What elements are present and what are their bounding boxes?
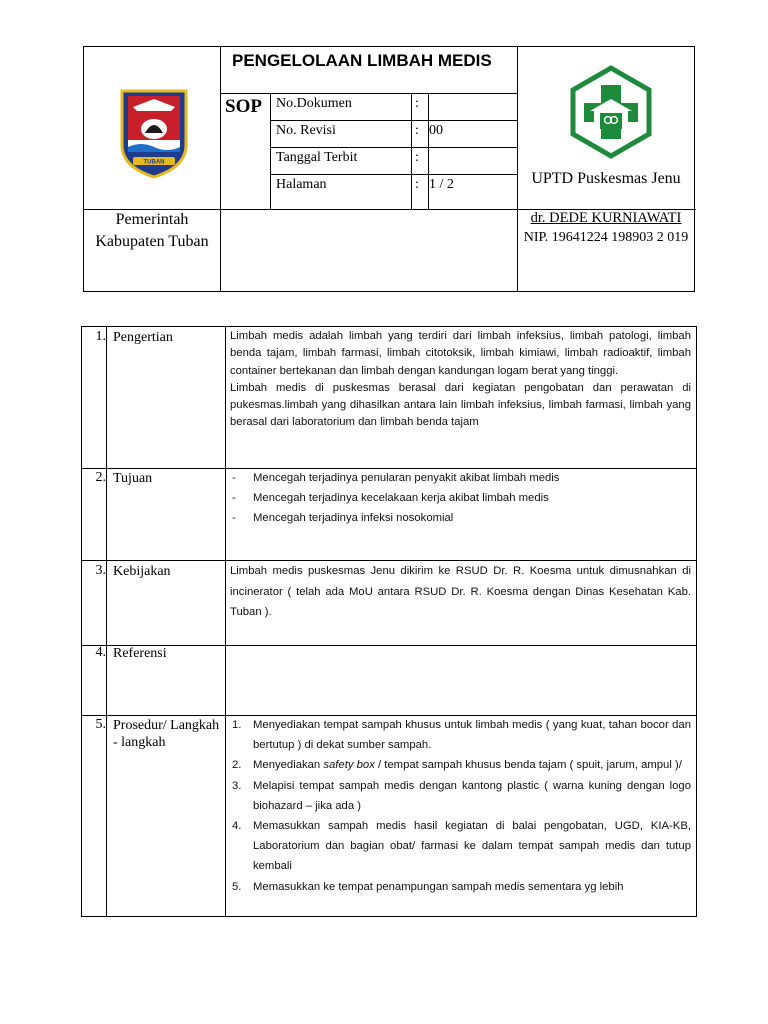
list-item: - Mencegah terjadinya infeksi nosokomial <box>230 508 691 528</box>
paragraph: Limbah medis di puskesmas berasal dari kegiatan pengobatan dan perawatan di pukesmas.limbah yang dihasilkan antara lain limbah infeksius, limbah farmasi, limbah yang berasal dari laboratorium dan limbah benda tajam <box>230 381 691 429</box>
issue-date-label: Tanggal Terbit <box>276 150 358 165</box>
section-number: 1. <box>95 329 106 344</box>
head-official-nip: NIP. 19641224 198903 2 019 <box>523 230 689 245</box>
procedure-step <box>230 816 691 877</box>
puskesmas-logo-icon <box>570 65 652 159</box>
step-text: Memasukkan ke tempat penampungan sampah medis sementara yg lebih <box>253 880 624 893</box>
page-label: Halaman <box>276 177 327 192</box>
section-number: 3. <box>95 563 106 578</box>
section-content-prosedur <box>230 715 691 917</box>
step-text: Memasukkan sampah medis hasil kegiatan di balai pengobatan, UGD, KIA-KB, Laboratorium dan bagian obat/ farmasi ke dalam tempat sampah medis dan tutup kembali <box>253 820 691 873</box>
document-title: PENGELOLAAN LIMBAH MEDIS <box>232 51 492 70</box>
emblem-text: TUBAN <box>143 159 165 166</box>
paragraph: Limbah medis puskesmas Jenu dikirim ke RSUD Dr. R. Koesma untuk dimusnahkan di incinerator ( telah ada MoU antara RSUD Dr. R. Koesma dengan Dinas Kesehatan Kab. Tuban ). <box>230 565 691 618</box>
step-number: 5. <box>232 880 242 893</box>
section-label-tujuan: Tujuan <box>113 471 153 486</box>
section-content-tujuan <box>230 468 691 528</box>
section-label-referensi: Referensi <box>113 646 167 661</box>
section-number: 2. <box>95 470 106 485</box>
list-item: - Mencegah terjadinya penularan penyakit akibat limbah medis <box>230 468 691 488</box>
section-label-pengertian: Pengertian <box>113 330 173 345</box>
issue-date-colon: : <box>415 150 419 165</box>
procedure-step <box>230 877 691 897</box>
step-number: 2. <box>232 759 242 772</box>
step-text: Menyediakan tempat sampah khusus untuk limbah medis ( yang kuat, tahan bocor dan bertutup ) di dekat sumber sampah. <box>253 719 691 752</box>
sop-label: SOP <box>225 96 262 117</box>
revision-value: 00 <box>429 123 443 138</box>
revision-colon: : <box>415 123 419 138</box>
procedure-step <box>230 776 691 816</box>
section-number: 4. <box>95 645 106 660</box>
organization-name: UPTD Puskesmas Jenu <box>531 170 681 187</box>
procedure-step <box>230 715 691 755</box>
page-colon: : <box>415 177 419 192</box>
step-text: Melapisi tempat sampah medis dengan kantong plastic ( warna kuning dengan logo biohazard – jika ada ) <box>253 779 691 812</box>
government-name: Pemerintah Kabupaten Tuban <box>95 211 209 250</box>
page-value: 1 / 2 <box>429 177 454 192</box>
section-content-kebijakan <box>230 561 691 623</box>
step-text-pre: Menyediakan <box>253 759 324 772</box>
section-number: 5. <box>95 717 106 732</box>
section-label-prosedur: Prosedur/ Langkah - langkah <box>113 718 220 750</box>
revision-label: No. Revisi <box>276 123 336 138</box>
list-item: - Mencegah terjadinya kecelakaan kerja akibat limbah medis <box>230 488 691 508</box>
paragraph: Limbah medis adalah limbah yang terdiri dari limbah infeksius, limbah patologi, limbah benda tajam, limbah farmasi, limbah citotoksik, limbah kimiawi, limbah radioaktif, limbah container bertekanan dan limbah dengan kandungan logam berat yang tinggi. <box>230 330 691 377</box>
document-header <box>83 46 695 292</box>
step-number: 1. <box>232 719 242 731</box>
step-text-emphasis: safety box <box>323 759 375 772</box>
step-text-post: / tempat sampah khusus benda tajam ( spuit, jarum, ampul )/ <box>374 759 682 772</box>
procedure-step <box>230 755 691 775</box>
section-content-pengertian <box>230 328 691 432</box>
doc-number-colon: : <box>415 96 419 111</box>
step-number: 3. <box>232 779 242 792</box>
section-label-kebijakan: Kebijakan <box>113 564 171 579</box>
step-number: 4. <box>232 820 242 833</box>
head-official-name: dr. DEDE KURNIAWATI <box>530 210 682 226</box>
doc-number-label: No.Dokumen <box>276 96 352 111</box>
regency-emblem-icon <box>119 87 189 179</box>
sop-content-table <box>81 326 697 917</box>
